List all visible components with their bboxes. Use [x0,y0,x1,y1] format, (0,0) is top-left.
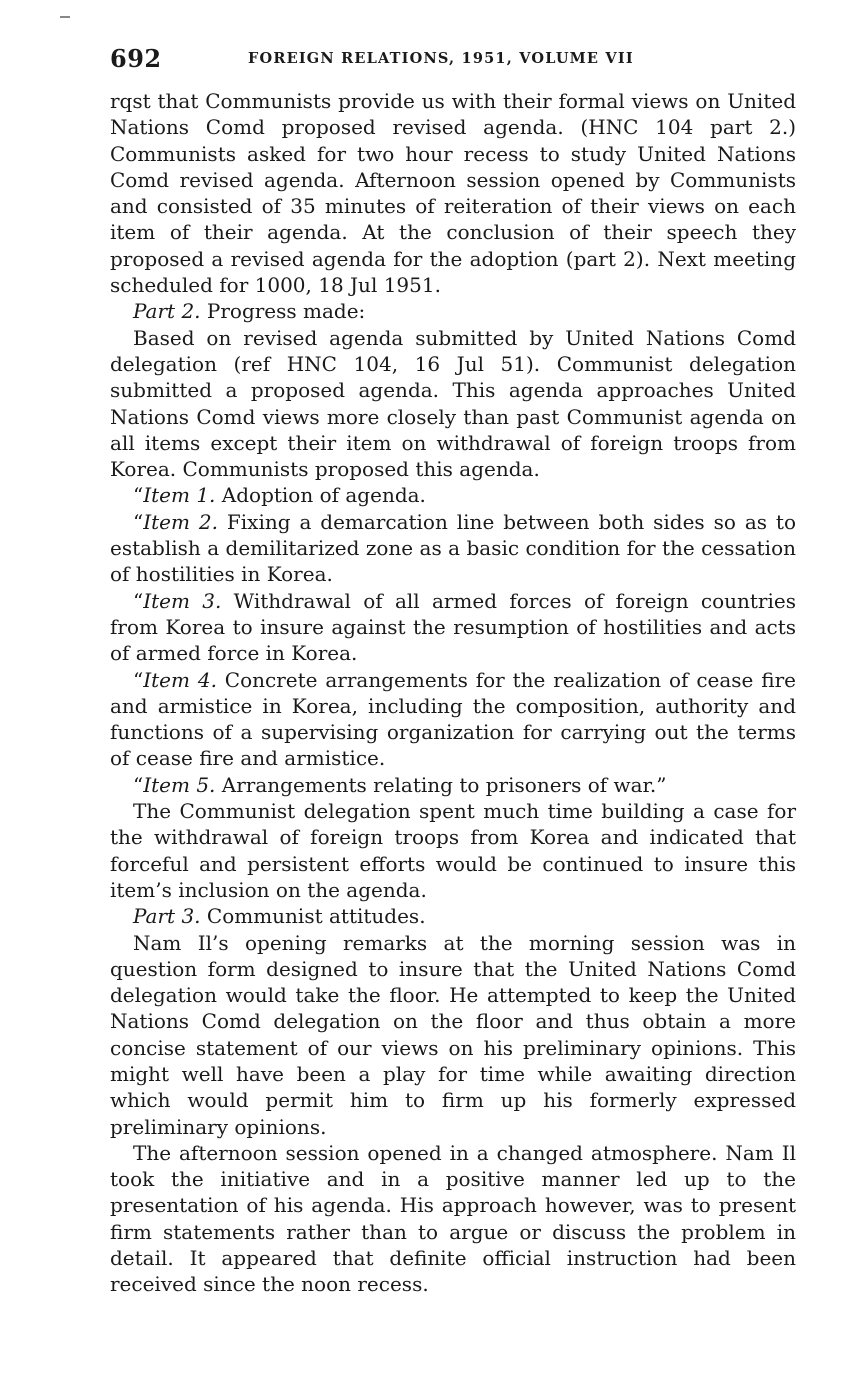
body-text [110,88,796,1298]
part-label: Part 3. [133,904,201,929]
paragraph-withdrawal: The Communist delegation spent much time building a case for the withdrawal of foreign troops from Korea and indicated that forceful and persistent efforts would be continued to insure this item’s inclusion on the agenda. [110,799,796,902]
item-label: Item 3. [143,588,222,613]
paragraph-progress: Based on revised agenda submitted by United Nations Comd delegation (ref HNC 104, 16 Jul 51). Communist delegation submitted a proposed agenda. This agenda approaches United Nations Comd views more closely than past Communist agenda on all items except their item on withdrawal of foreign troops from Korea. Communists proposed this agenda. [110,325,796,482]
scan-mark [60,16,70,18]
agenda-item-1: “Item 1. Adoption of agenda. [133,483,426,508]
part-label: Part 2. [133,299,201,324]
part-3-heading: Part 3. Communist attitudes. [133,904,426,929]
item-label: Item 2. [143,509,218,534]
agenda-item-3: “Item 3. Withdrawal of all armed forces of foreign countries from Korea to insure against the resumption of hostilities and acts of armed force in Korea. [110,588,796,666]
part-2-heading: Part 2. Progress made: [133,299,366,324]
page-header [110,44,800,76]
agenda-item-5: “Item 5. Arrangements relating to prisoners of war.” [133,772,667,797]
paragraph-continuation: rqst that Communists provide us with their formal views on United Nations Comd proposed revised agenda. (HNC 104 part 2.) Communists asked for two hour recess to study United Nations Comd revised agenda. Afternoon session opened by Communists and consisted of 35 minutes of reiteration of their views on each item of their agenda. At the conclusion of their speech they proposed a revised agenda for the adoption (part 2). Next meeting scheduled for 1000, 18 Jul 1951. [110,89,796,298]
paragraph-afternoon-session: The afternoon session opened in a changed atmosphere. Nam Il took the initiative and in a positive manner led up to the presentation of his agenda. His approach however, was to present firm statements rather than to argue or discuss the problem in detail. It appeared that definite official instruction had been received since the noon recess. [110,1140,796,1297]
page-number: 692 [110,44,162,73]
item-label: Item 1. [143,483,216,508]
running-head: FOREIGN RELATIONS, 1951, VOLUME VII [248,50,634,67]
agenda-item-4: “Item 4. Concrete arrangements for the realization of cease fire and armistice in Korea, including the composition, authority and functions of a supervising organization for carrying out the terms of cease fire and armistice. [110,667,797,771]
agenda-item-2: “Item 2. Fixing a demarcation line between both sides so as to establish a demilitarized zone as a basic condition for the cessation of hostilities in Korea. [110,509,797,587]
item-label: Item 4. [143,667,217,692]
item-label: Item 5. [143,772,216,797]
paragraph-morning-session: Nam Il’s opening remarks at the morning session was in question form designed to insure that the United Nations Comd delegation would take the floor. He attempted to keep the United Nations Comd delegation on the floor and thus obtain a more concise statement of our views on his preliminary opinions. This might well have been a play for time while awaiting direction which would permit him to firm up his formerly expressed preliminary opinions. [110,930,796,1139]
